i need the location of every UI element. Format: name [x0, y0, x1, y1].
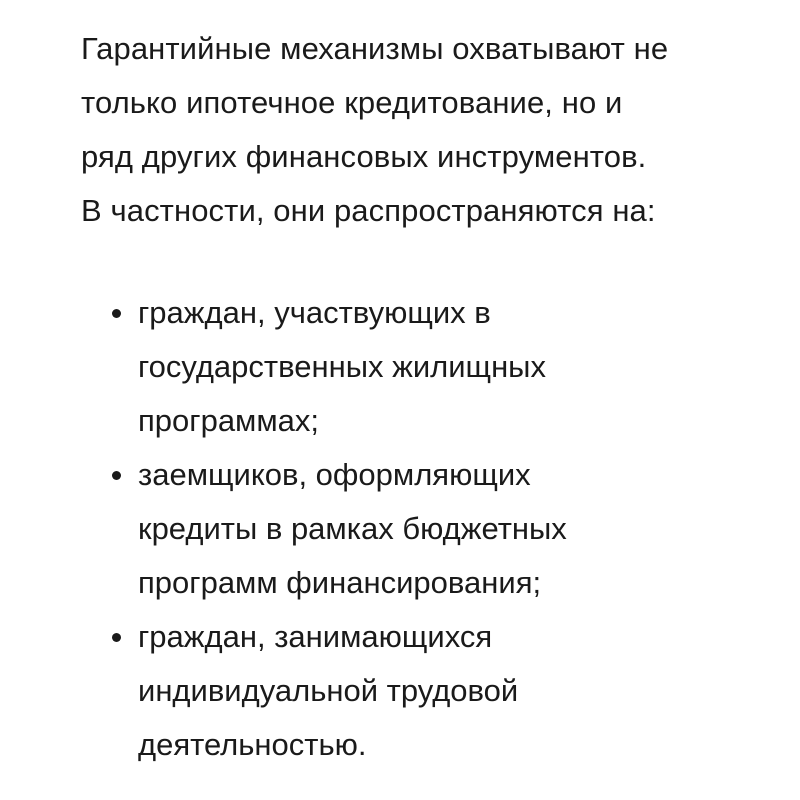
- list-item-line: программ финансирования;: [138, 565, 542, 600]
- bullet-list: [81, 286, 567, 772]
- list-item-line: граждан, участвующих в: [138, 295, 491, 330]
- list-item: [81, 610, 567, 772]
- intro-line: ряд других финансовых инструментов.: [81, 139, 647, 174]
- intro-line: В частности, они распространяются на:: [81, 193, 656, 228]
- bullet-icon: [112, 471, 121, 480]
- intro-line: только ипотечное кредитование, но и: [81, 85, 623, 120]
- list-item-line: кредиты в рамках бюджетных: [138, 511, 567, 546]
- document-content: [81, 22, 761, 762]
- list-item-line: граждан, занимающихся: [138, 619, 493, 654]
- intro-paragraph: [81, 22, 761, 238]
- list-item-line: государственных жилищных: [138, 349, 546, 384]
- list-item: [81, 448, 567, 610]
- list-item-line: деятельностью.: [138, 727, 367, 762]
- list-item-line: программах;: [138, 403, 320, 438]
- list-item-line: заемщиков, оформляющих: [138, 457, 531, 492]
- list-item-line: индивидуальной трудовой: [138, 673, 519, 708]
- intro-line: Гарантийные механизмы охватывают не: [81, 31, 669, 66]
- list-item: [81, 286, 567, 448]
- bullet-icon: [112, 309, 121, 318]
- bullet-icon: [112, 633, 121, 642]
